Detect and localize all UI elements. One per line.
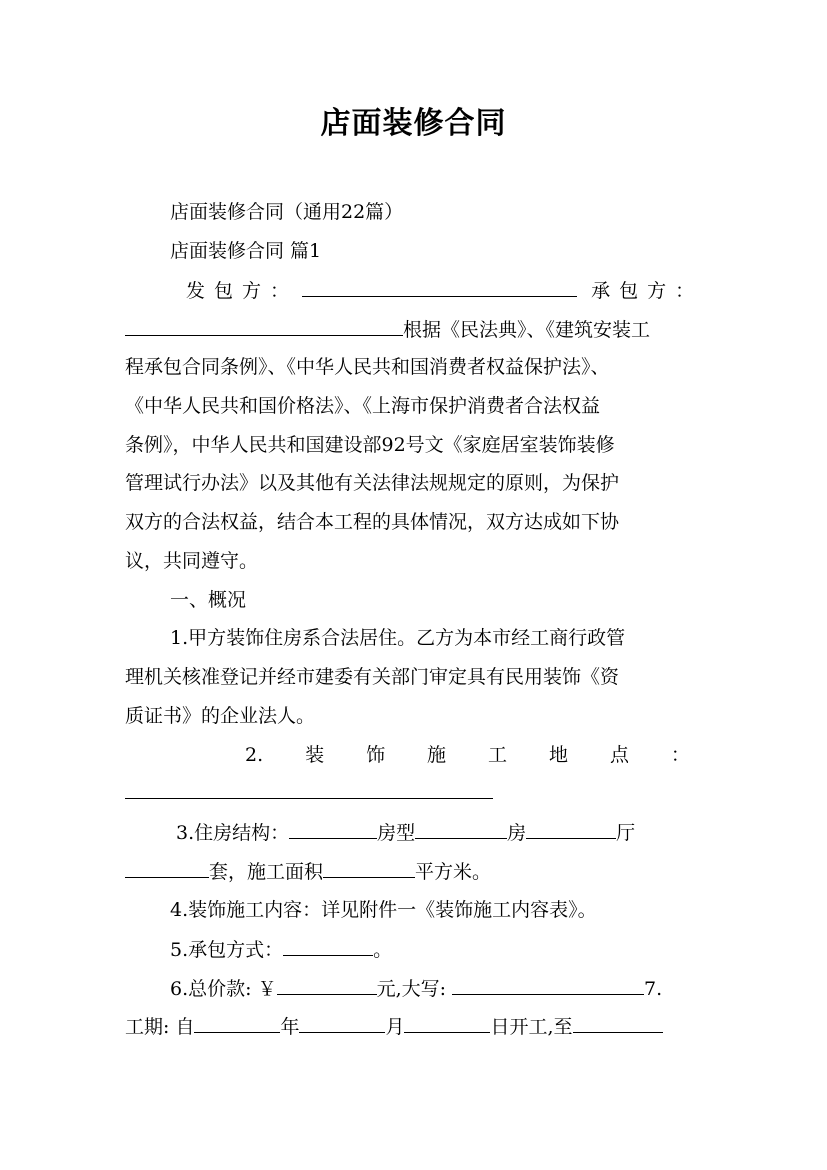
site-address-blank-line [125,780,493,805]
paragraph-line: 质证书》的企业法人。 [125,705,316,727]
contractor-label: 承包方： [591,280,704,302]
price-number-blank [277,976,377,995]
field-label: 厅 [616,822,636,844]
field-label: 5.承包方式： [170,939,284,961]
paragraph-text: 根据《民法典》、《建筑安装工 [403,319,651,341]
field-label: 房型 [377,822,416,844]
paragraph-line: 1.甲方装饰住房系合法居住。乙方为本市经工商行政管 [170,627,626,649]
price-words-blank [452,976,644,995]
end-year-blank [573,1014,663,1033]
start-month-blank [299,1014,385,1033]
employer-blank [302,278,577,297]
field-label: 元,大写: [376,978,447,1000]
item-number: 2. [245,744,264,766]
spread-char: 施 [427,744,447,766]
paragraph-line: 程承包合同条例》、《中华人民共和国消费者权益保护法》、 [125,356,610,378]
section-heading: 店面装修合同 篇1 [170,240,322,262]
start-year-blank [194,1014,280,1033]
paragraph-line: 理机关核准登记并经市建委有关部门审定具有民用装饰《资 [125,666,620,688]
field-label: 工期: 自 [125,1016,195,1038]
section-heading: 一、概况 [170,589,247,611]
schedule-line [125,1014,663,1039]
field-label: 6.总价款: ￥ [170,978,277,1000]
paragraph-line: 《中华人民共和国价格法》、《上海市保护消费者合法权益 [125,395,601,417]
paragraph-line: 双方的合法权益，结合本工程的具体情况，双方达成如下协 [125,511,620,533]
field-label: 房 [507,822,527,844]
spread-char: 装 [305,744,325,766]
paragraph-line: 条例》，中华人民共和国建设部92号文《家庭居室装饰装修 [125,434,615,456]
area-blank [323,859,415,878]
subtitle-line: 店面装修合同（通用22篇） [170,201,404,223]
employer-label: 发包方： [186,280,299,302]
hall-blank [125,859,209,878]
site-address-blank [125,780,493,799]
field-label: 3.住房结构： [176,822,290,844]
contractor-blank [125,317,403,336]
spread-char: ： [670,744,690,766]
spread-char: 饰 [366,744,386,766]
total-price-line [170,976,662,1001]
site-address-line [245,743,690,767]
start-day-blank [404,1014,490,1033]
spread-char: 点 [609,744,629,766]
field-label: 平方米。 [415,861,492,883]
field-label: 套，施工面积 [209,861,324,883]
paragraph-line: 4.装饰施工内容：详见附件一《装饰施工内容表》。 [170,899,597,921]
paragraph-line: 管理试行办法》以及其他有关法律法规规定的原则，为保护 [125,472,620,494]
contract-method-line [170,937,392,962]
housing-structure-line [176,820,635,845]
document-title: 店面装修合同 [320,106,507,141]
item-number: 7. [644,978,663,1000]
contract-method-blank [283,937,373,956]
structure-blank [289,820,377,839]
field-label: 月 [385,1016,405,1038]
party-line [186,278,703,303]
paragraph-line: 议，共同遵守。 [125,550,259,572]
area-line [125,859,491,884]
house-type-blank [415,820,507,839]
field-label: 日开工,至 [490,1016,573,1038]
paragraph-line [125,317,650,342]
field-label: 年 [280,1016,300,1038]
field-label: 。 [373,939,393,961]
spread-char: 地 [548,744,568,766]
room-blank [526,820,616,839]
spread-char: 工 [488,744,508,766]
